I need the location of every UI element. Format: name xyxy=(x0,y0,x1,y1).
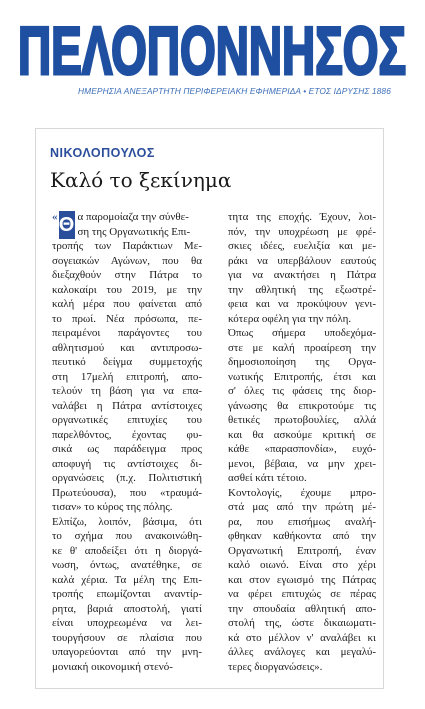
left-column-line: ση της Οργανωτικής Επι- xyxy=(77,225,191,238)
left-column-line: οργανώσεις (π.χ. Πολιτιστική xyxy=(52,472,202,484)
right-column-line: άλλες ανάλογες και μεγαλύ- xyxy=(228,646,376,658)
left-column-line: οργανωτικές επιτυχίες του xyxy=(52,414,202,426)
right-column-line: για να ανακτήσει η Πάτρα xyxy=(228,269,376,281)
right-column-line: ασθεί κάτι τέτοιο. xyxy=(228,472,307,484)
left-column-line: καλή μέρα που φαίνεται από xyxy=(52,298,202,310)
left-column-line: πειραμένοι παράγοντες του xyxy=(52,327,202,339)
left-column-line: σογειακών Αγώνων, που θα xyxy=(52,254,202,267)
left-column-line: το πρωί. Νέα πρόσωπα, πε- xyxy=(52,312,202,325)
right-column-line: Όπως σήμερα υποδεχόμα- xyxy=(228,327,376,339)
right-column-line: σ' όλες τις φάσεις της διορ- xyxy=(228,385,376,397)
right-column-line: φεια και να προκύψουν γενι- xyxy=(228,298,376,310)
right-column-line: καλό οιωνό. Είναι στο χέρι xyxy=(228,559,376,571)
left-column-line: διεξαχθούν στην Πάτρα το xyxy=(52,269,202,281)
left-column-line: ναλάβει η Πάτρα αντίστοιχες xyxy=(52,399,202,412)
right-column-line: Κοντολογίς, έχουμε μπρο- xyxy=(228,486,376,499)
left-column-line: σικά ως παράδειγμα προς xyxy=(52,443,202,455)
left-column-line: αποφυγή τις αντίστοιχες δι- xyxy=(52,457,202,470)
left-column-line: α παρομοίαζα την σύνθε- xyxy=(77,211,189,223)
article-dropcap: Θ xyxy=(59,211,75,239)
article-title: Καλό το ξεκίνημα xyxy=(50,168,232,192)
left-column-line: νωση, όντως, ανατέθηκε, σε xyxy=(52,559,202,571)
right-column-line: στολή της, ώστε δικαιωματι- xyxy=(228,617,376,629)
right-column-line: Οργανωτική Επιτροπή, έναν xyxy=(228,544,376,557)
opening-quote: « xyxy=(52,211,58,223)
right-column-line: και στον εγωισμό της Πάτρας xyxy=(228,573,376,586)
masthead-title xyxy=(16,18,408,82)
left-column-line: καλά χέρια. Τα μέλη της Επι- xyxy=(52,573,202,586)
right-column-line: δημοσιοποίηση της Οργα- xyxy=(228,356,376,368)
left-column-line: τροπής των Παράκτιων Με- xyxy=(52,240,202,252)
left-column-line: αθλητισμού και αντιπροσω- xyxy=(52,341,202,354)
left-column-line: παρελθόντος, έχοντας φυ- xyxy=(52,428,202,441)
right-column-line: κά στο μέλλον ν' αναλάβει κι xyxy=(228,631,376,644)
left-column-line: κε θ' αποδείξει ότι η διοργά- xyxy=(52,544,202,557)
right-column-line: πόν, την υποχρέωση με φρέ- xyxy=(228,225,376,238)
right-column-line: ράκι να υπερβάλουν εαυτούς xyxy=(228,254,376,267)
right-column-line: και θα ασκούμε κριτική σε xyxy=(228,428,376,441)
right-column-line: να φέρει επιτυχώς σε πέρας xyxy=(228,588,376,600)
right-column-line: κότερα οφέλη για την πόλη. xyxy=(228,312,352,325)
right-column-line: γάνωσης θα επικροτούμε τις xyxy=(228,399,376,412)
left-column-line: τροπής επωμίζονται αναντίρ- xyxy=(52,588,202,600)
masthead-subtitle: ΗΜΕΡΗΣΙΑ ΑΝΕΞΑΡΤΗΤΗ ΠΕΡΙΦΕΡΕΙΑΚΗ ΕΦΗΜΕΡΙΔΑ • ΕΤΟΣ ΙΔΡΥΣΗΣ 1886 xyxy=(78,86,391,96)
right-column-line: κάθε «παρασπονδία», ευχό- xyxy=(228,443,376,455)
left-column-line: καλοκαίρι του 2019, με την xyxy=(52,283,202,296)
left-column-line: το σχήμα που ανακοινώθη- xyxy=(52,530,202,542)
masthead-title-text: ΠΕΛΟΠΟΝΝΗΣΟΣ xyxy=(18,18,406,82)
left-column-line: τισαν» το κύρος της πόλης. xyxy=(52,501,173,513)
left-column-line: είναι υποχρεωμένα να λει- xyxy=(52,617,202,629)
right-column-line: μενοι, βέβαια, να μην χρει- xyxy=(228,457,376,470)
article-column-right xyxy=(228,210,376,674)
left-column-line: τελούν τη βάση για να επα- xyxy=(52,385,202,397)
right-column-line: την αθλητική της εξωστρέ- xyxy=(228,283,376,296)
left-column-line: στη 17μελή επιτροπή, απο- xyxy=(52,370,202,383)
right-column-line: την σπουδαία αθλητική απο- xyxy=(228,602,376,615)
left-column-line: πευτικό δείγμα συμμετοχής xyxy=(52,356,202,368)
masthead xyxy=(0,0,425,112)
left-column-line: μονιακή οικονομική στενό- xyxy=(52,660,173,673)
left-column-line: Πρωτεύουσα), που «τραυμά- xyxy=(52,486,202,499)
right-column-line: στά μας από την πρώτη μέ- xyxy=(228,501,376,513)
right-column-line: φθηκαν καθήκοντα από την xyxy=(228,530,376,542)
right-column-line: στε με καλή προαίρεση την xyxy=(228,341,376,354)
article-column-left xyxy=(52,210,202,674)
left-column-line: ρητα, βαριά αποστολή, γιατί xyxy=(52,602,202,615)
right-column-line: θετικές πρωτοβουλίες, αλλά xyxy=(228,414,376,426)
right-column-line: τερες διοργανώσεις». xyxy=(228,660,323,673)
right-column-line: νωτικής Επιτροπής, έτσι και xyxy=(228,370,376,383)
left-column-line: υπαγορεύονται από την μνη- xyxy=(52,646,202,658)
right-column-line: σκιες ιδέες, ευελιξία και με- xyxy=(228,240,376,252)
right-column-line: τητα της εποχής. Έχουν, λοι- xyxy=(228,211,376,223)
article-author: ΝΙΚΟΛΟΠΟΥΛΟΣ xyxy=(50,146,155,160)
left-column-line: Ελπίζω, λοιπόν, βάσιμα, ότι xyxy=(52,515,202,528)
right-column-line: ρα, που επισήμως αναλή- xyxy=(228,515,376,528)
left-column-line: τουργήσουν σε πλαίσια που xyxy=(52,631,202,644)
